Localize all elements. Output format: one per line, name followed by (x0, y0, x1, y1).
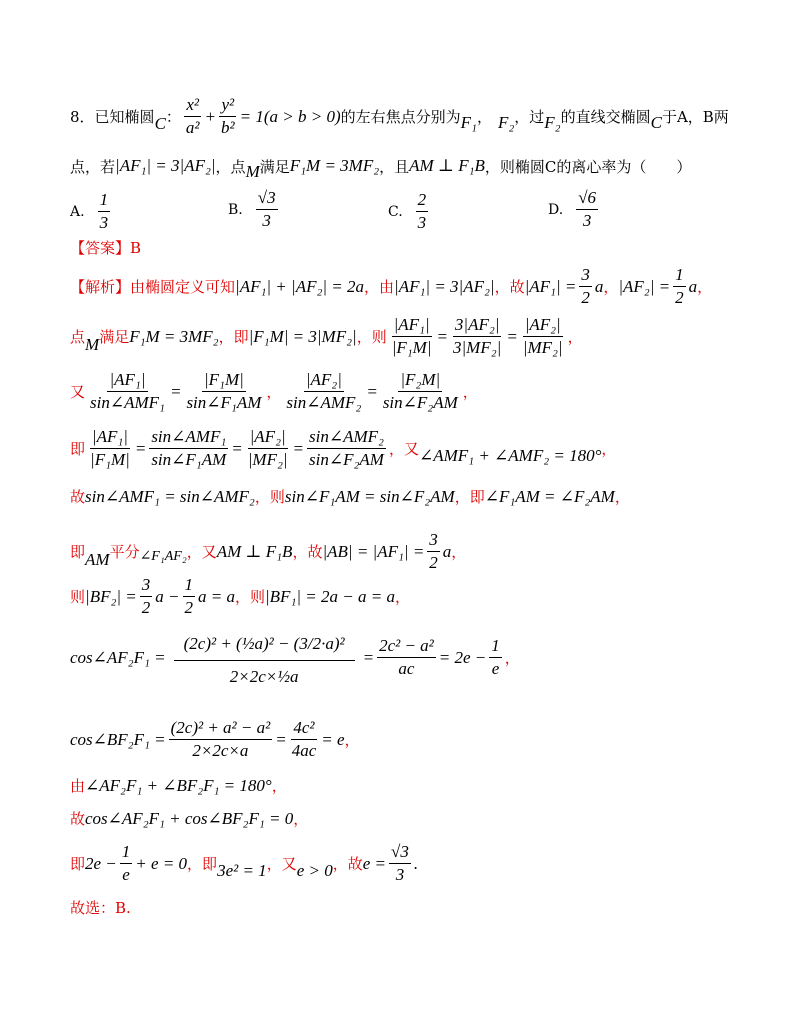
frac-den: |F₁M| (391, 338, 432, 357)
fraction (169, 718, 273, 761)
frac-num: (2c)² + (½a)² − (3/2·a)² (174, 628, 355, 661)
fraction (427, 530, 440, 573)
fraction (246, 427, 290, 470)
line-text: 的直线交椭圆 (560, 108, 651, 126)
text: ，则 (234, 588, 265, 606)
fraction (451, 315, 503, 358)
frac-den: 2 (675, 288, 684, 307)
text: 满足 (99, 328, 130, 346)
math: ∠F₁AF₂ (139, 549, 187, 564)
point-text: ，点 (215, 157, 246, 176)
fraction (381, 370, 460, 413)
text: ，故 (292, 543, 323, 561)
math: . (413, 853, 419, 873)
frac-num: (2c)² + a² − a² (169, 718, 273, 740)
option-value (256, 188, 278, 231)
math: a = a (198, 586, 235, 606)
text: ，故 (494, 278, 525, 296)
final-choice (70, 897, 131, 918)
text: ，由 (364, 278, 395, 296)
math: a (688, 276, 698, 296)
frac-num: 3 (140, 575, 153, 597)
frac-num: √6 (576, 188, 598, 210)
frac-num: |AF₂| (523, 315, 563, 337)
text: 即 (70, 440, 86, 458)
curve-name: C (154, 113, 166, 133)
option-label: D. (548, 201, 564, 218)
frac-den: 2×2c×½a (229, 667, 299, 686)
fraction (521, 315, 565, 358)
option-value (98, 190, 111, 233)
solution-line-2: 点 M 满足 F₁M = 3MF₂ ，即 |F₁M| = 3|MF₂| ，则 $\frac{\text{|AF₁|}}{\text{|F₁M|}}$ = $\frac{\text{3|AF₂|}}{\text{3|MF₂|}}$ = $\frac{\text{|AF₂|}}{\text{|MF₂|}}$ ， (70, 315, 583, 357)
text: 又 (70, 383, 86, 401)
solution-line-9: cos∠BF₂F₁ = $\frac{\text{(2c)² + a² − a²}}{2\times 2c\times a}$ = $\frac{\text{4c²}}{4ac}$ = e ， (70, 718, 360, 760)
solution-line-4: 即 $\frac{\text{|AF₁|}}{\text{|F₁M|}}$ = $\frac{\text{sin∠AMF₁}}{\text{sin∠F₁AM}}$ = $\frac{\text{|AF₂|}}{\text{|MF₂|}}$ = $\frac{\text{sin∠AMF₂}}{\text{sin∠F₂AM}}$ ，又 ∠AMF₁ + ∠AMF₂ = 180° ， (70, 427, 617, 469)
point-m: M (245, 162, 260, 181)
frac-den: 3|MF₂| (453, 338, 502, 357)
fraction (149, 427, 228, 470)
text: ， (601, 440, 617, 458)
text: ， (271, 777, 287, 795)
frac-num: 1 (183, 575, 196, 597)
fraction (579, 265, 592, 308)
text: 故 (70, 488, 86, 506)
math: ∠AF₂F₁ + ∠BF₂F₁ = 180° (85, 775, 272, 795)
frac-num: sin∠AMF₂ (307, 427, 386, 449)
colon: ： (165, 108, 181, 126)
frac-num: 3|AF₂| (453, 315, 502, 337)
frac-den: 2 (184, 598, 193, 617)
math: |AF₁| = (524, 276, 577, 296)
text: ，则 (254, 488, 285, 506)
math: |BF₁| = 2a − a = a (265, 586, 395, 606)
frac-num: 3 (579, 265, 592, 287)
frac-num: 3 (427, 530, 440, 552)
frac-den: |MF₂| (522, 338, 563, 357)
fraction (174, 628, 355, 687)
frac-num: sin∠AMF₁ (149, 427, 228, 449)
option-a (70, 190, 113, 233)
fraction (140, 575, 153, 618)
text: ， (614, 488, 630, 506)
foci-text: 的左右焦点分别为 (340, 108, 461, 126)
fraction (184, 370, 263, 413)
math: + e = 0 (135, 853, 188, 873)
text: ，即 (218, 328, 249, 346)
frac-den: 2×2c×a (192, 741, 249, 760)
curve-name-2: C (650, 112, 662, 132)
frac-den: ac (398, 659, 415, 678)
points-text: 于A，B两 (661, 108, 729, 126)
text: ， (603, 278, 619, 296)
condition-1: |AF₁| = 3|AF₂| (115, 156, 216, 175)
fraction (183, 575, 196, 618)
focus-f2: F₂ (497, 112, 515, 132)
and-text: ，且 (379, 157, 410, 176)
math: |AB| = |AF₁| = (322, 541, 425, 561)
text: ， (504, 649, 520, 667)
text: 即 (70, 543, 86, 561)
frac-num: |F₂M| (398, 370, 442, 392)
math: = 2e − (438, 647, 487, 667)
frac-num: √3 (256, 188, 278, 210)
text: ，故 (332, 855, 363, 873)
math: |AF₂| = (618, 276, 671, 296)
frac-den: 2 (429, 553, 438, 572)
option-b (228, 188, 281, 231)
frac-num: 1 (673, 265, 686, 287)
comma: ， (514, 108, 530, 126)
math: = e (321, 729, 345, 749)
frac-den: |F₁M| (90, 450, 130, 469)
solution-line-5 (70, 486, 630, 507)
math: ∠AMF₁ + ∠AMF₂ = 180° (418, 445, 602, 465)
fraction (290, 718, 319, 761)
frac-den: 3 (582, 211, 592, 230)
satisfy-text: 满足 (259, 157, 290, 176)
math: ∠F₁AM = ∠F₂AM (484, 486, 615, 506)
option-label: B. (228, 201, 243, 218)
option-c (388, 190, 431, 233)
fraction (88, 427, 132, 470)
frac-den: 3 (395, 865, 405, 884)
math: cos∠AF₂F₁ + cos∠BF₂F₁ = 0 (85, 808, 294, 828)
answer-tag: 【答案】 (70, 239, 131, 257)
text: ，即 (187, 855, 218, 873)
frac-den: 2 (141, 598, 151, 617)
frac-num: 4c² (291, 718, 316, 740)
fraction (120, 842, 133, 885)
text: ， (266, 383, 282, 401)
focus-f2-b: F₂ (544, 112, 561, 132)
fraction (389, 842, 411, 885)
frac-num: 1 (489, 636, 502, 658)
frac-num: 1 (98, 190, 111, 212)
math: AM (85, 549, 110, 569)
math: |BF₂| = (85, 586, 137, 606)
frac-num: |AF₁| (90, 427, 130, 449)
option-label: A. (70, 203, 85, 220)
text: ， (451, 543, 467, 561)
fraction (88, 370, 167, 413)
frac-den: 3 (417, 213, 427, 232)
frac-den: 4ac (291, 741, 317, 760)
ellipse-frac-x (184, 95, 202, 138)
option-d (548, 188, 601, 231)
fraction (489, 636, 502, 679)
answer-value: B (130, 238, 142, 257)
text: 点 (70, 328, 86, 346)
fraction (307, 427, 386, 470)
comma: ， (476, 108, 492, 126)
frac-den: sin∠AMF₂ (286, 393, 362, 412)
frac-num: 2c² − a² (377, 636, 436, 658)
math: AM ⊥ F₁B (216, 541, 293, 561)
text: ，即 (454, 488, 485, 506)
text: ， (462, 383, 478, 401)
frac-den: b² (221, 118, 235, 137)
frac-num: y² (219, 95, 236, 117)
frac-den: sin∠F₂AM (309, 450, 384, 469)
option-value (416, 190, 429, 233)
question-intro: 已知椭圆 (94, 108, 155, 126)
condition-3: AM ⊥ F₁B (409, 156, 485, 175)
fraction (390, 315, 434, 358)
math: F₁M = 3MF₂ (129, 326, 219, 346)
math: |F₁M| = 3|MF₂| (248, 326, 357, 346)
math: |AF₁| = 3|AF₂| (394, 276, 495, 296)
question-line-2 (70, 150, 691, 182)
solution-tag: 【解析】 (70, 278, 131, 296)
question-number: 8． (70, 108, 95, 126)
through-text: 过 (529, 108, 545, 126)
frac-den: sin∠F₁AM (151, 450, 227, 469)
option-label: C. (388, 203, 403, 220)
math: 3e² = 1 (217, 860, 267, 880)
solution-line-7 (70, 575, 410, 618)
fraction (673, 265, 686, 308)
solution-line-11 (70, 808, 308, 829)
math: a (442, 541, 452, 561)
solution-line-10 (70, 775, 287, 796)
frac-den: 3 (99, 213, 109, 232)
frac-den: sin∠F₂AM (382, 393, 458, 412)
text: ， (567, 328, 583, 346)
fraction (377, 636, 436, 679)
frac-num: 1 (120, 842, 133, 864)
frac-den: |MF₂| (247, 450, 288, 469)
focus-f1: F₁ (460, 112, 477, 132)
text: 由 (70, 777, 86, 795)
math: sin∠F₁AM = sin∠F₂AM (284, 486, 455, 506)
solution-line-6 (70, 530, 466, 573)
math: cos∠BF₂F₁ = (70, 729, 166, 749)
frac-num: |AF₁| (392, 315, 432, 337)
text: 平分 (109, 543, 140, 561)
math: M (85, 334, 100, 354)
ellipse-rhs: = 1(a > b > 0) (239, 106, 341, 126)
text: ， (344, 731, 360, 749)
frac-den: sin∠F₁AM (186, 393, 262, 412)
question-line-1 (70, 95, 729, 138)
solution-line-3: 又 $\frac{\text{|AF₁|}}{\text{sin∠AMF₁}}$ = $\frac{\text{|F₁M|}}{\text{sin∠F₁AM}}$ ， $\frac{\text{|AF₂|}}{\text{sin∠AMF₂}}$ = $\frac{\text{|F₂M|}}{\text{sin∠F₂AM}}$ ， (70, 370, 478, 412)
plus-sign: + (204, 106, 217, 126)
line2-start: 点，若 (70, 157, 116, 176)
answer-line (70, 237, 141, 258)
solution-line-12 (70, 842, 418, 885)
text: ，又 (388, 440, 419, 458)
math: |AF₁| + |AF₂| = 2a (235, 276, 365, 296)
math: a − (155, 586, 180, 606)
frac-num: |AF₂| (304, 370, 344, 392)
condition-2: F₁M = 3MF₂ (289, 156, 380, 175)
frac-den: 3 (262, 211, 271, 230)
solution-line-8: cos∠AF₂F₁ = $\frac{\text{(2c)² + (½a)² − (3/2·a)²}}{\text{2×2c×½a}}$ = $\frac{\text{2c² − a²}}{ac}$ = 2e − $\frac{1}{e}$ ， (70, 628, 520, 687)
text: 即 (70, 855, 86, 873)
math: e > 0 (296, 860, 333, 880)
text: ， (394, 588, 410, 606)
text: ，又 (266, 855, 297, 873)
math: e = (362, 853, 387, 873)
text: ，则 (356, 328, 387, 346)
frac-den: sin∠AMF₁ (90, 393, 165, 412)
text: ，又 (186, 543, 217, 561)
solution-line-1 (70, 265, 712, 308)
frac-num: |F₁M| (202, 370, 246, 392)
ellipse-frac-y (219, 95, 237, 138)
option-value (576, 188, 598, 231)
ask-text: ，则椭圆C的离心率为（ ） (484, 157, 692, 176)
text: 故 (70, 810, 86, 828)
final-text: 故选：B. (70, 899, 131, 917)
frac-num: √3 (389, 842, 411, 864)
math: cos∠AF₂F₁ = (70, 647, 166, 667)
math: 2e − (85, 853, 117, 873)
frac-num: |AF₁| (107, 370, 147, 392)
text: 由椭圆定义可知 (130, 278, 236, 296)
math: a (594, 276, 604, 296)
text: 则 (70, 588, 86, 606)
frac-den: 2 (581, 288, 590, 307)
text: ， (293, 810, 309, 828)
fraction (284, 370, 363, 413)
frac-num: x² (184, 95, 201, 117)
frac-den: e (122, 865, 130, 884)
text: ， (697, 278, 713, 296)
math: sin∠AMF₁ = sin∠AMF₂ (85, 486, 255, 506)
frac-num: 2 (416, 190, 429, 212)
frac-den: a² (185, 118, 200, 137)
frac-den: e (491, 659, 500, 678)
frac-num: |AF₂| (248, 427, 288, 449)
